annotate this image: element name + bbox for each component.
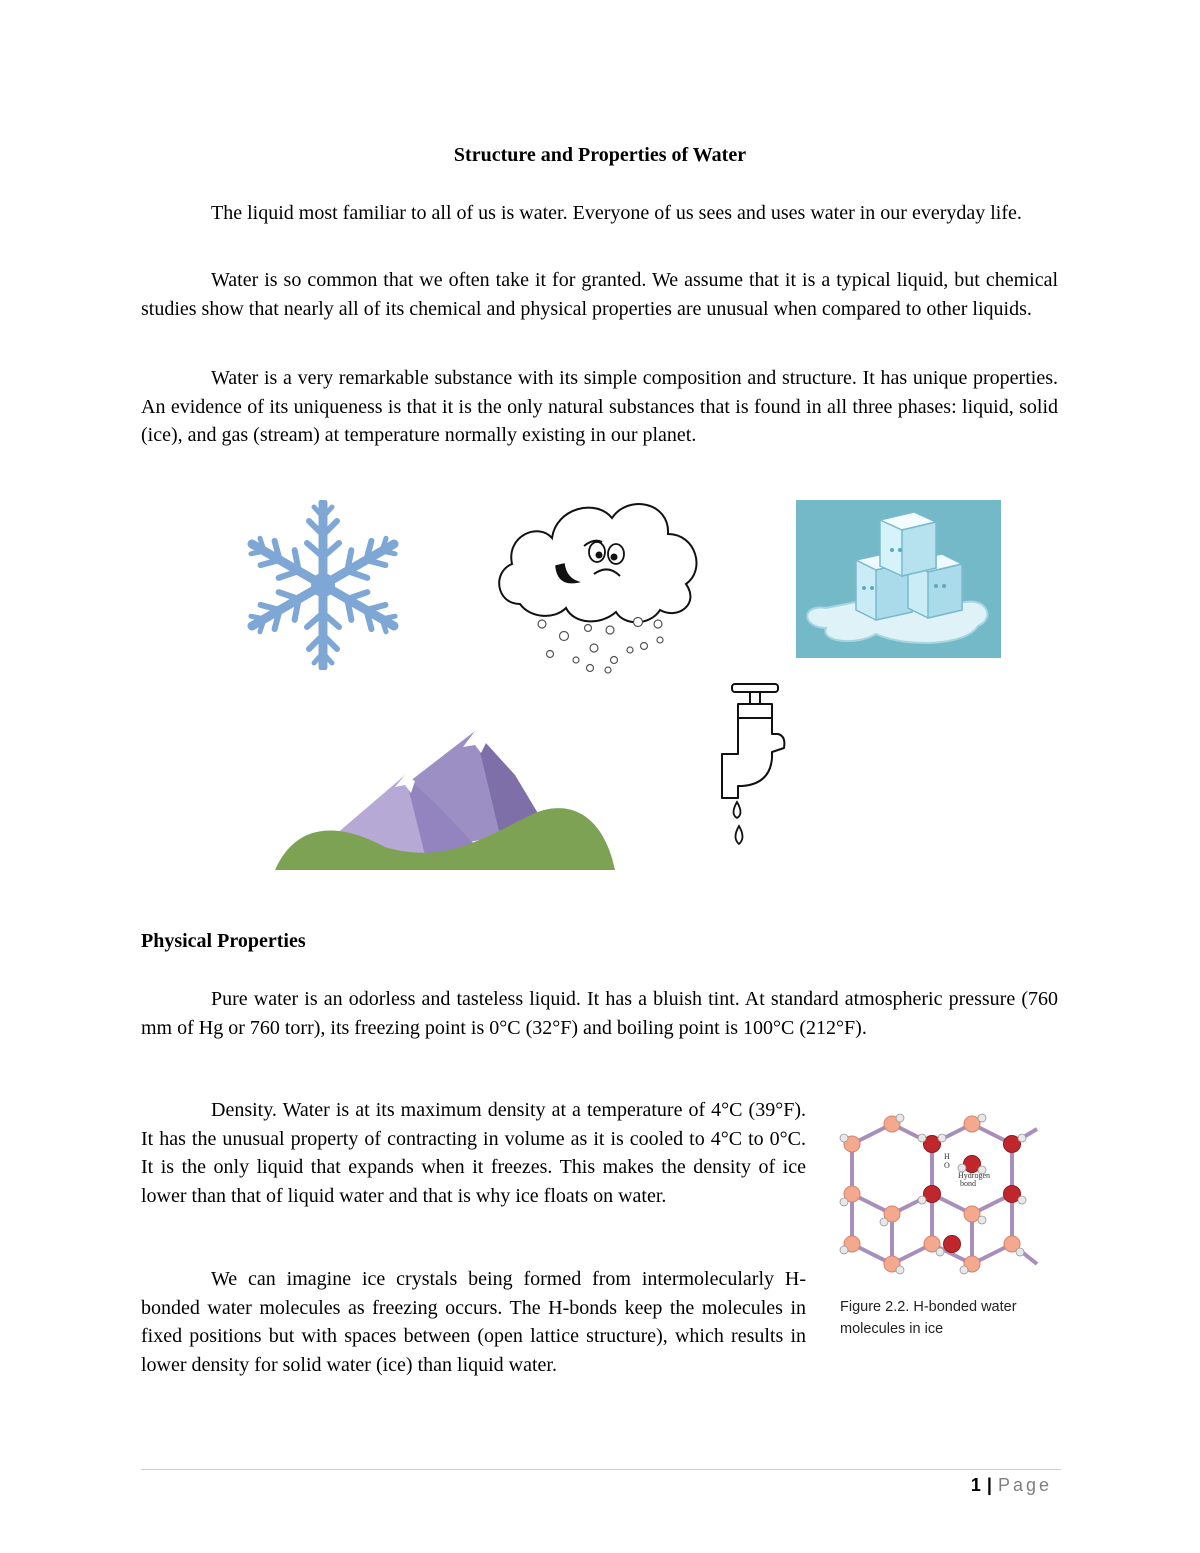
footer-divider xyxy=(141,1469,1061,1470)
page-word: Page xyxy=(997,1475,1052,1495)
physical-paragraph-1: Pure water is an odorless and tasteless liquid. It has a bluish tint. At standard atmospheric pressure (760 mm of Hg or 760 torr), its freezing point is 0°C (32°F) and boiling point is 100°C (212°F). xyxy=(141,988,1058,1039)
ice-crystal-paragraph: We can imagine ice crystals being formed from intermolecularly H-bonded water molecules as freezing occurs. The H-bonds keep the molecules in fixed positions but with spaces between (open lattice structure), which results in lower density for solid water (ice) than liquid water. xyxy=(141,1268,806,1376)
figure-label-o: O xyxy=(944,1161,950,1170)
page-title: Structure and Properties of Water xyxy=(453,144,747,166)
intro-paragraph-2: Water is so common that we often take it for granted. We assume that it is a typical liquid, but chemical studies show that nearly all of its chemical and physical properties are unusual when compared to other liquids. xyxy=(141,269,1058,320)
snowflake-icon xyxy=(228,500,418,670)
cloud-icon xyxy=(490,492,710,677)
section-heading: Physical Properties xyxy=(141,930,306,952)
faucet-icon xyxy=(712,678,792,853)
ice-cubes-icon xyxy=(796,500,1001,658)
mountain-icon xyxy=(275,725,615,875)
figure-caption-text: H-bonded water molecules in ice xyxy=(840,1299,1017,1337)
figure-label-bond-1: Hydrogen xyxy=(958,1171,990,1180)
figure-label-h: H xyxy=(944,1152,950,1161)
figure-label-bond-2: bond xyxy=(960,1179,976,1188)
figure-caption-label: Figure 2.2. xyxy=(840,1299,910,1315)
intro-paragraph-3: Water is a very remarkable substance with its simple composition and structure. It has unique properties. An evidence of its uniqueness is that it is the only natural substances that is found in all three phases: liquid, solid (ice), and gas (stream) at temperature normally existing in our planet. xyxy=(141,367,1058,446)
density-paragraph: Density. Water is at its maximum density at a temperature of 4°C (39°F). It has the unusual property of contracting in volume as it is cooled to 4°C to 0°C. It is the only liquid that expands when it freezes. This makes the density of ice lower than that of liquid water and that is why ice floats on water. xyxy=(141,1099,806,1207)
ice-lattice-figure xyxy=(822,1104,1048,1286)
figure-caption xyxy=(840,1296,1020,1340)
page-footer xyxy=(971,1475,1052,1496)
intro-paragraph-1: The liquid most familiar to all of us is water. Everyone of us sees and uses water in our everyday life. xyxy=(211,202,1022,224)
page-number: 1 xyxy=(970,1475,981,1495)
footer-separator: | xyxy=(986,1475,992,1495)
